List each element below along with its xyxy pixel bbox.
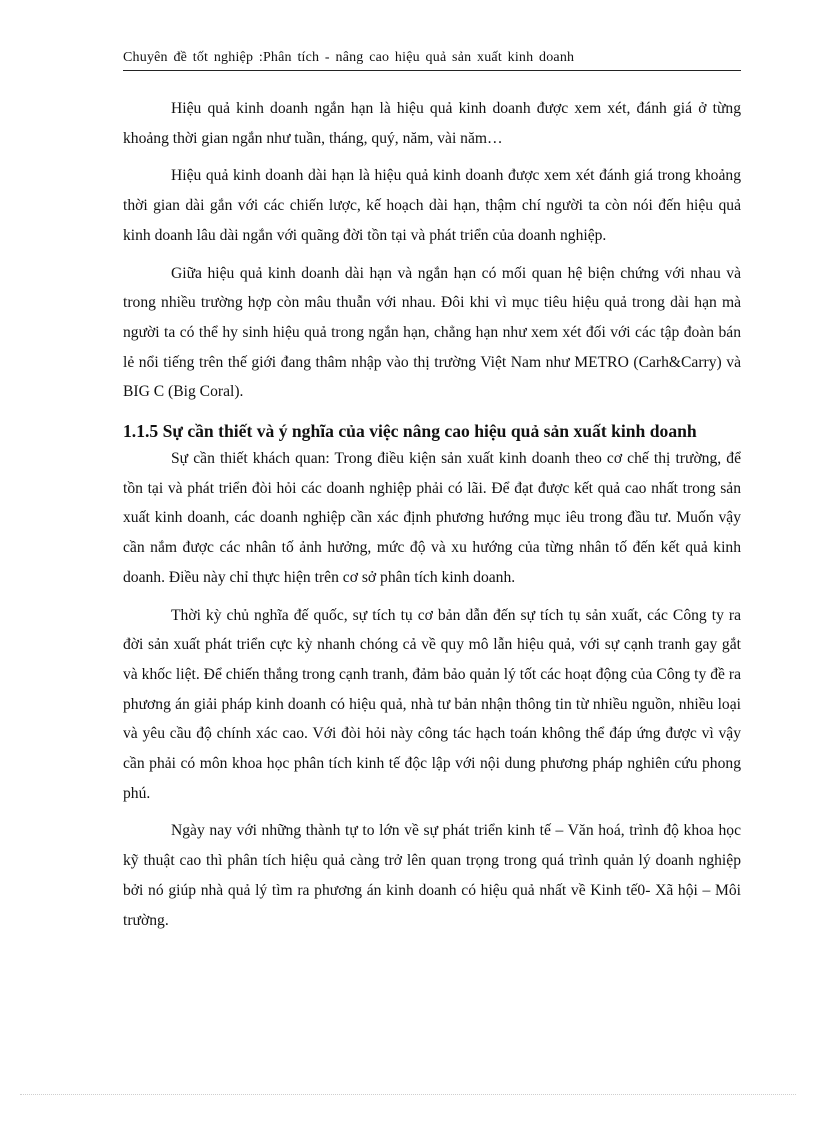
running-header: Chuyên đề tốt nghiệp :Phân tích - nâng cao hiệu quả sản xuất kinh doanh <box>123 50 575 65</box>
document-body <box>123 94 741 935</box>
paragraph-imperialism-era: Thời kỳ chủ nghĩa đế quốc, sự tích tụ cơ bản dẫn đến sự tích tụ sản xuất, các Công ty ra đời sản xuất phát triển cực kỳ nhanh chóng cả về quy mô lẫn hiệu quả, với sự cạnh tranh gay gắt và khốc liệt. Để chiến thắng trong cạnh tranh, đảm bảo quản lý tốt các hoạt động của Công ty đề ra phương án giải pháp kinh doanh có hiệu quả, nhà tư bản nhận thông tin từ nhiều nguồn, nhiều loại và yêu cầu độ chính xác cao. Với đòi hỏi này công tác hạch toán không thể đáp ứng được vì vậy cần phải có môn khoa học phân tích kinh tế độc lập với nội dung phương pháp nghiên cứu phong phú. <box>123 606 741 802</box>
paragraph-today: Ngày nay với những thành tự to lớn về sự phát triển kinh tế – Văn hoá, trình độ khoa học kỹ thuật cao thì phân tích hiệu quả càng trở lên quan trọng trong quá trình quản lý doanh nghiệp bởi nó giúp nhà quả lý tìm ra phương án kinh doanh có hiệu quả nhất về Kinh tế0- Xã hội – Môi trường. <box>123 822 741 929</box>
header-divider <box>123 70 741 71</box>
footer-divider <box>20 1094 796 1095</box>
paragraph-objective-necessity: Sự cần thiết khách quan: Trong điều kiện sản xuất kinh doanh theo cơ chế thị trường, để tồn tại và phát triển đòi hỏi các doanh nghiệp phải có lãi. Để đạt được kết quả cao nhất trong sản xuất kinh doanh, các doanh nghiệp cần xác định phương hướng mục iêu trong đầu tư. Muốn vậy cần nắm được các nhân tố ảnh hưởng, mức độ và xu hướng của từng nhân tố đến kết quả kinh doanh. Điều này chỉ thực hiện trên cơ sở phân tích kinh doanh. <box>123 450 741 586</box>
paragraph-long-term-efficiency: Hiệu quả kinh doanh dài hạn là hiệu quả kinh doanh được xem xét đánh giá trong khoảng thời gian dài gắn với các chiến lược, kế hoạch dài hạn, thậm chí người ta còn nói đến hiệu quả kinh doanh lâu dài ngắn với quãng đời tồn tại và phát triển của doanh nghiệp. <box>123 167 741 244</box>
paragraph-short-term-efficiency: Hiệu quả kinh doanh ngắn hạn là hiệu quả kinh doanh được xem xét, đánh giá ở từng khoảng thời gian ngắn như tuần, tháng, quý, năm, vài năm… <box>123 100 741 147</box>
section-heading: 1.1.5 Sự cần thiết và ý nghĩa của việc nâng cao hiệu quả sản xuất kinh doanh <box>123 421 697 442</box>
paragraph-relationship: Giữa hiệu quả kinh doanh dài hạn và ngắn hạn có mối quan hệ biện chứng với nhau và trong nhiều trường hợp còn mâu thuẫn với nhau. Đôi khi vì mục tiêu hiệu quả trong dài hạn mà người ta có thể hy sinh hiệu quả trong ngắn hạn, chẳng hạn như xem xét đối với các tập đoàn bán lẻ nổi tiếng trên thế giới đang thâm nhập vào thị trường Việt Nam như METRO (Carh&Carry) và BIG C (Big Coral). <box>123 264 741 401</box>
